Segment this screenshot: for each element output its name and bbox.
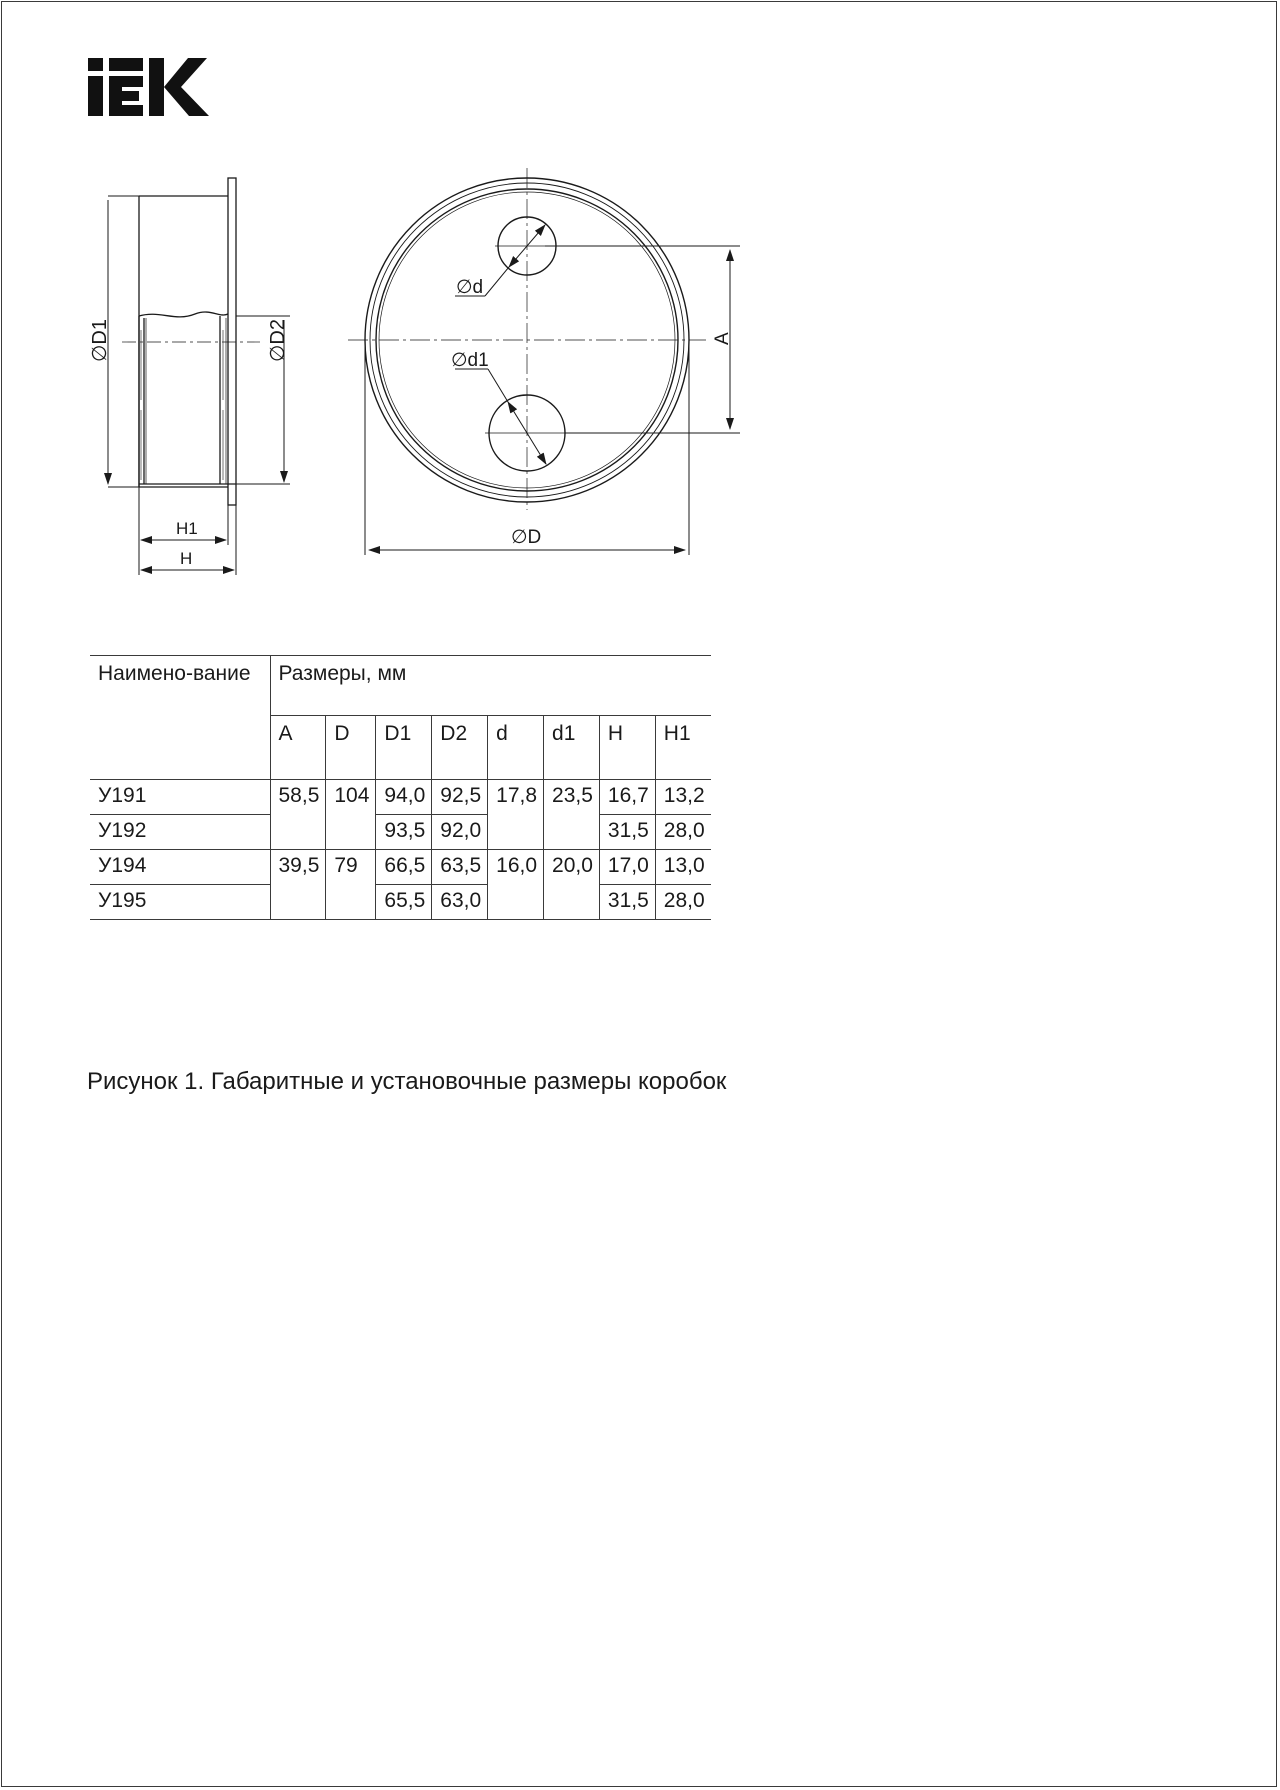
figure-caption: Рисунок 1. Габаритные и установочные размеры коробок: [87, 1068, 727, 1095]
cell-h1: 13,0: [655, 850, 710, 885]
table-row: [90, 885, 711, 920]
cell-d: 79: [326, 850, 376, 920]
header-name: Наимено-вание: [90, 656, 270, 780]
cell-d-small: 17,8: [488, 780, 544, 850]
cell-h: 16,7: [599, 780, 655, 815]
row-name: У192: [90, 815, 270, 850]
col-d1-small: d1: [544, 716, 600, 780]
col-h: H: [599, 716, 655, 780]
cell-d2: 63,5: [432, 850, 488, 885]
cell-a: 39,5: [270, 850, 326, 920]
row-name: У191: [90, 780, 270, 815]
cell-d-small: 16,0: [488, 850, 544, 920]
cell-d2: 92,0: [432, 815, 488, 850]
table-header-row-1: [90, 656, 711, 716]
cell-h: 31,5: [599, 815, 655, 850]
cell-h1: 28,0: [655, 815, 710, 850]
side-view: [122, 178, 260, 505]
technical-drawing: [0, 0, 1280, 620]
col-d2: D2: [432, 716, 488, 780]
cell-d1: 66,5: [376, 850, 432, 885]
label-a: A: [712, 332, 733, 345]
col-d1: D1: [376, 716, 432, 780]
col-h1: H1: [655, 716, 710, 780]
table-row: [90, 850, 711, 885]
table-row: [90, 815, 711, 850]
cell-h: 17,0: [599, 850, 655, 885]
cell-d2: 92,5: [432, 780, 488, 815]
label-d-outer: ∅D: [511, 527, 542, 548]
cell-h1: 28,0: [655, 885, 710, 920]
cell-d1-small: 23,5: [544, 780, 600, 850]
col-a: A: [270, 716, 326, 780]
cell-d2: 63,0: [432, 885, 488, 920]
label-d1-outer: ∅D1: [89, 319, 111, 362]
cell-d1: 94,0: [376, 780, 432, 815]
cell-d1: 93,5: [376, 815, 432, 850]
header-sizes: Размеры, мм: [270, 656, 711, 716]
cell-d1-small: 20,0: [544, 850, 600, 920]
cell-a: 58,5: [270, 780, 326, 850]
cell-h1: 13,2: [655, 780, 710, 815]
col-d: D: [326, 716, 376, 780]
label-d1-hole: ∅d1: [451, 350, 489, 371]
label-h1: H1: [176, 519, 198, 538]
row-name: У195: [90, 885, 270, 920]
label-h: H: [180, 549, 193, 568]
col-d-small: d: [488, 716, 544, 780]
dimensions-table: [90, 655, 711, 920]
label-d2-inner: ∅D2: [267, 319, 289, 362]
row-name: У194: [90, 850, 270, 885]
cell-d: 104: [326, 780, 376, 850]
label-d-hole: ∅d: [456, 277, 484, 298]
cell-h: 31,5: [599, 885, 655, 920]
cell-d1: 65,5: [376, 885, 432, 920]
table-row: [90, 780, 711, 815]
front-view: [348, 168, 706, 510]
